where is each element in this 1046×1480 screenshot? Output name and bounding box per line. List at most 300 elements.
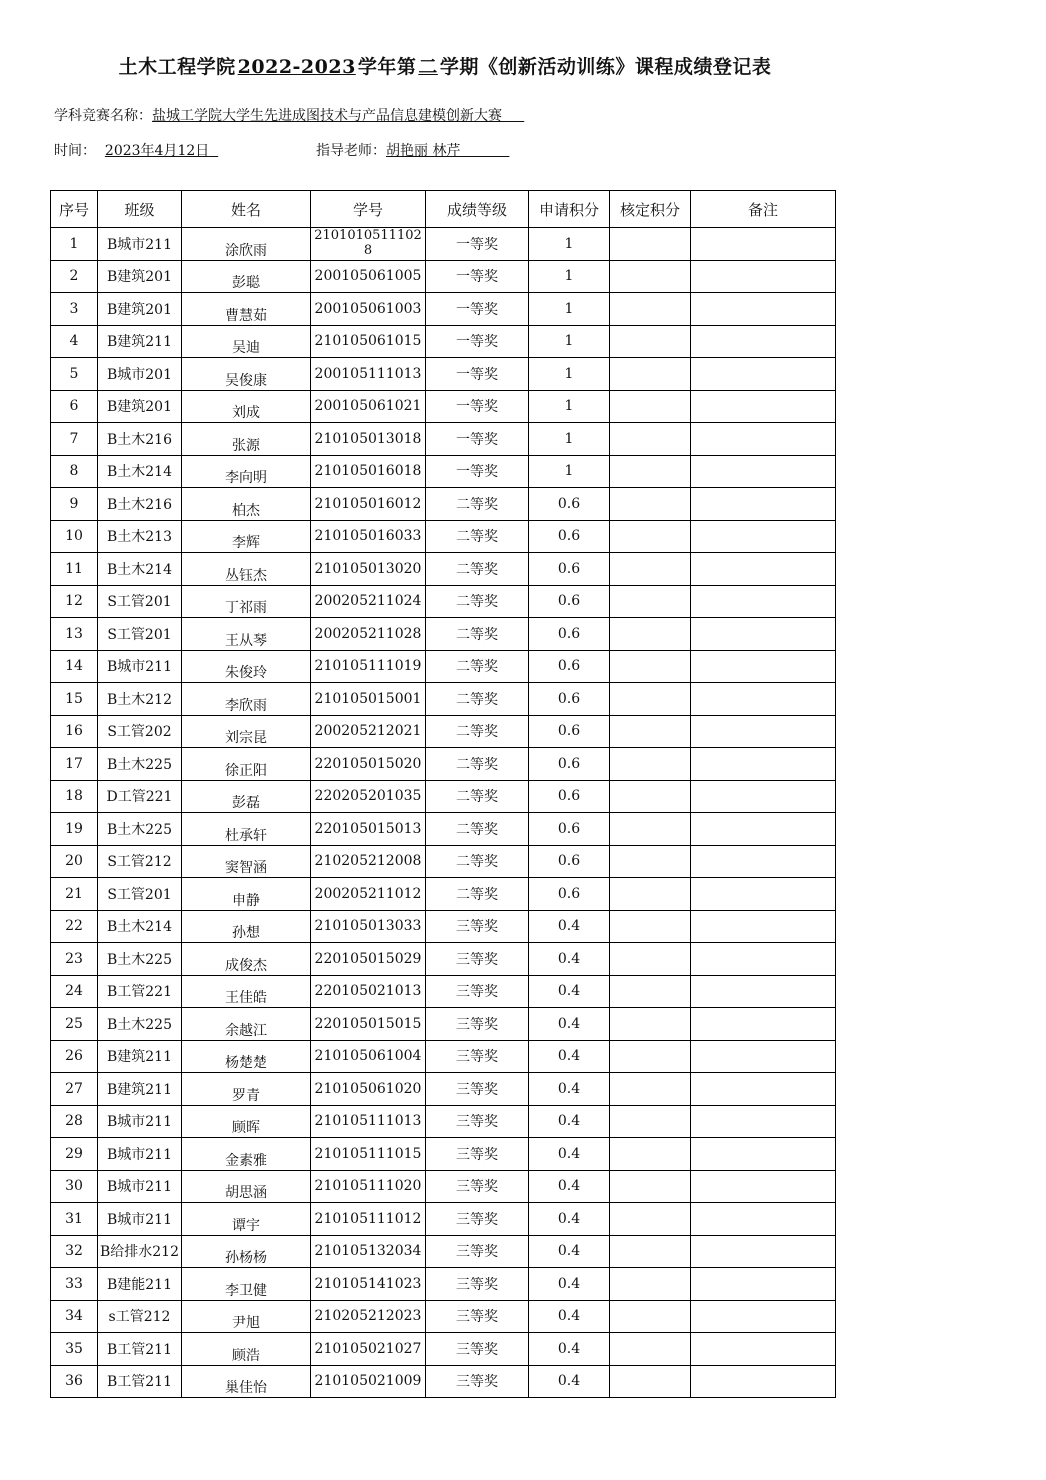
- row-number-cell: 16: [51, 715, 98, 748]
- table-row: [51, 1268, 836, 1301]
- grade-cell: 一等奖: [426, 228, 529, 261]
- row-number-cell: 35: [51, 1333, 98, 1366]
- note-cell: [691, 228, 836, 261]
- row-number-cell: 22: [51, 910, 98, 943]
- table-row: [51, 390, 836, 423]
- table-row: [51, 910, 836, 943]
- table-row: [51, 1235, 836, 1268]
- name-cell: 李欣雨: [182, 683, 311, 716]
- name-cell: 吴迪: [182, 325, 311, 358]
- row-number-cell: 15: [51, 683, 98, 716]
- grade-cell: 三等奖: [426, 1365, 529, 1398]
- student-id-cell: 220205201035: [311, 780, 426, 813]
- name-cell: 王佳皓: [182, 975, 311, 1008]
- grade-cell: 二等奖: [426, 813, 529, 846]
- note-cell: [691, 1138, 836, 1171]
- competition-line: [54, 105, 524, 125]
- grade-cell: 三等奖: [426, 1105, 529, 1138]
- name-cell: 顾晖: [182, 1105, 311, 1138]
- approved-points-cell: [610, 780, 691, 813]
- row-number-cell: 27: [51, 1073, 98, 1106]
- note-cell: [691, 1203, 836, 1236]
- class-cell: B土木213: [98, 520, 182, 553]
- row-number-cell: 33: [51, 1268, 98, 1301]
- student-id-cell: 210205212008: [311, 845, 426, 878]
- approved-points-cell: [610, 618, 691, 651]
- student-id-cell: 200205211024: [311, 585, 426, 618]
- row-number-cell: 2: [51, 260, 98, 293]
- student-id-cell: 210105132034: [311, 1235, 426, 1268]
- approved-points-cell: [610, 1105, 691, 1138]
- points-cell: 0.4: [529, 1300, 610, 1333]
- grade-cell: 一等奖: [426, 358, 529, 391]
- table-row: [51, 975, 836, 1008]
- approved-points-cell: [610, 520, 691, 553]
- term-suffix: 学期《创新活动训练》课程成绩登记表: [439, 56, 772, 78]
- note-cell: [691, 423, 836, 456]
- class-cell: S工管201: [98, 878, 182, 911]
- name-cell: 胡思涵: [182, 1170, 311, 1203]
- row-number-cell: 23: [51, 943, 98, 976]
- time-line: [54, 140, 218, 160]
- col-header-no: 序号: [51, 191, 98, 228]
- table-row: [51, 683, 836, 716]
- row-number-cell: 34: [51, 1300, 98, 1333]
- name-cell: 彭聪: [182, 260, 311, 293]
- student-id-cell: 210105111020: [311, 1170, 426, 1203]
- student-id-cell: 210105021027: [311, 1333, 426, 1366]
- class-cell: B城市211: [98, 1138, 182, 1171]
- points-cell: 0.4: [529, 1365, 610, 1398]
- points-cell: 0.4: [529, 1073, 610, 1106]
- note-cell: [691, 1333, 836, 1366]
- student-id-cell: 200105061021: [311, 390, 426, 423]
- table-row: [51, 1333, 836, 1366]
- points-cell: 1: [529, 455, 610, 488]
- approved-points-cell: [610, 1170, 691, 1203]
- approved-points-cell: [610, 878, 691, 911]
- student-id-cell: 210105016033: [311, 520, 426, 553]
- approved-points-cell: [610, 910, 691, 943]
- note-cell: [691, 683, 836, 716]
- note-cell: [691, 358, 836, 391]
- student-id-cell: 210105016012: [311, 488, 426, 521]
- grade-cell: 二等奖: [426, 553, 529, 586]
- points-cell: 0.6: [529, 618, 610, 651]
- note-cell: [691, 325, 836, 358]
- row-number-cell: 11: [51, 553, 98, 586]
- table-row: [51, 650, 836, 683]
- page-title: [0, 52, 890, 79]
- row-number-cell: 21: [51, 878, 98, 911]
- note-cell: [691, 650, 836, 683]
- competition-name: 盐城工学院大学生先进成图技术与产品信息建模创新大赛: [152, 108, 502, 124]
- grade-cell: 二等奖: [426, 618, 529, 651]
- col-header-approved: 核定积分: [610, 191, 691, 228]
- note-cell: [691, 618, 836, 651]
- name-cell: 巢佳怡: [182, 1365, 311, 1398]
- approved-points-cell: [610, 293, 691, 326]
- name-cell: 徐正阳: [182, 748, 311, 781]
- note-cell: [691, 943, 836, 976]
- row-number-cell: 24: [51, 975, 98, 1008]
- class-cell: B土木214: [98, 455, 182, 488]
- grade-cell: 三等奖: [426, 1170, 529, 1203]
- points-cell: 1: [529, 325, 610, 358]
- student-id-cell: 210105111012: [311, 1203, 426, 1236]
- class-cell: B土木216: [98, 423, 182, 456]
- points-cell: 0.6: [529, 780, 610, 813]
- row-number-cell: 12: [51, 585, 98, 618]
- grade-cell: 二等奖: [426, 748, 529, 781]
- name-cell: 丛钰杰: [182, 553, 311, 586]
- points-cell: 0.6: [529, 715, 610, 748]
- student-id-cell: 210105061015: [311, 325, 426, 358]
- points-cell: 0.4: [529, 1138, 610, 1171]
- class-cell: B城市211: [98, 650, 182, 683]
- grade-cell: 二等奖: [426, 845, 529, 878]
- note-cell: [691, 1268, 836, 1301]
- name-cell: 顾浩: [182, 1333, 311, 1366]
- approved-points-cell: [610, 748, 691, 781]
- student-id-cell: 210205212023: [311, 1300, 426, 1333]
- student-id-cell: 210105016018: [311, 455, 426, 488]
- note-cell: [691, 748, 836, 781]
- approved-points-cell: [610, 1235, 691, 1268]
- student-id-cell: 220105021013: [311, 975, 426, 1008]
- points-cell: 0.6: [529, 553, 610, 586]
- points-cell: 0.4: [529, 1040, 610, 1073]
- student-id-cell: 210105021009: [311, 1365, 426, 1398]
- student-id-cell: 210105061020: [311, 1073, 426, 1106]
- note-cell: [691, 910, 836, 943]
- points-cell: 0.4: [529, 1203, 610, 1236]
- row-number-cell: 7: [51, 423, 98, 456]
- class-cell: B土木214: [98, 910, 182, 943]
- class-cell: B建筑211: [98, 1073, 182, 1106]
- table-row: [51, 293, 836, 326]
- class-cell: B土木214: [98, 553, 182, 586]
- name-cell: 成俊杰: [182, 943, 311, 976]
- class-cell: B土木225: [98, 1008, 182, 1041]
- student-id-cell: 220105015013: [311, 813, 426, 846]
- class-cell: B城市201: [98, 358, 182, 391]
- class-cell: B城市211: [98, 1203, 182, 1236]
- grade-cell: 二等奖: [426, 878, 529, 911]
- points-cell: 0.4: [529, 910, 610, 943]
- row-number-cell: 19: [51, 813, 98, 846]
- grade-cell: 一等奖: [426, 455, 529, 488]
- table-row: [51, 813, 836, 846]
- col-header-points: 申请积分: [529, 191, 610, 228]
- note-cell: [691, 520, 836, 553]
- row-number-cell: 4: [51, 325, 98, 358]
- points-cell: 0.4: [529, 1170, 610, 1203]
- note-cell: [691, 1105, 836, 1138]
- table-row: [51, 553, 836, 586]
- row-number-cell: 28: [51, 1105, 98, 1138]
- class-cell: B给排水212: [98, 1235, 182, 1268]
- approved-points-cell: [610, 943, 691, 976]
- year-suffix: 学年第: [357, 56, 417, 78]
- points-cell: 1: [529, 358, 610, 391]
- grade-cell: 三等奖: [426, 910, 529, 943]
- grade-cell: 三等奖: [426, 1268, 529, 1301]
- row-number-cell: 9: [51, 488, 98, 521]
- class-cell: s工管212: [98, 1300, 182, 1333]
- row-number-cell: 6: [51, 390, 98, 423]
- col-header-note: 备注: [691, 191, 836, 228]
- grade-cell: 一等奖: [426, 423, 529, 456]
- table-row: [51, 748, 836, 781]
- time-label: 时间：: [54, 143, 96, 159]
- table-row: [51, 455, 836, 488]
- row-number-cell: 20: [51, 845, 98, 878]
- name-cell: 孙想: [182, 910, 311, 943]
- name-cell: 李辉: [182, 520, 311, 553]
- name-cell: 曹慧茹: [182, 293, 311, 326]
- teacher-line: [316, 140, 509, 160]
- grade-cell: 一等奖: [426, 390, 529, 423]
- class-cell: B建筑211: [98, 325, 182, 358]
- grade-cell: 一等奖: [426, 260, 529, 293]
- approved-points-cell: [610, 358, 691, 391]
- student-id-cell: 220105015020: [311, 748, 426, 781]
- points-cell: 0.6: [529, 845, 610, 878]
- grade-cell: 二等奖: [426, 780, 529, 813]
- name-cell: 柏杰: [182, 488, 311, 521]
- grade-cell: 二等奖: [426, 488, 529, 521]
- grade-cell: 三等奖: [426, 1073, 529, 1106]
- table-row: [51, 1138, 836, 1171]
- student-id-cell: 210105013018: [311, 423, 426, 456]
- points-cell: 0.6: [529, 520, 610, 553]
- class-cell: B土木212: [98, 683, 182, 716]
- table-row: [51, 358, 836, 391]
- class-cell: B工管221: [98, 975, 182, 1008]
- approved-points-cell: [610, 423, 691, 456]
- grade-cell: 三等奖: [426, 1333, 529, 1366]
- note-cell: [691, 1365, 836, 1398]
- note-cell: [691, 715, 836, 748]
- points-cell: 0.6: [529, 813, 610, 846]
- student-id-cell: 210105111013: [311, 1105, 426, 1138]
- table-row: [51, 1073, 836, 1106]
- approved-points-cell: [610, 813, 691, 846]
- grade-cell: 三等奖: [426, 1138, 529, 1171]
- points-cell: 0.4: [529, 975, 610, 1008]
- approved-points-cell: [610, 1268, 691, 1301]
- table-header-row: [51, 191, 836, 228]
- grade-cell: 三等奖: [426, 1235, 529, 1268]
- points-cell: 1: [529, 390, 610, 423]
- points-cell: 0.6: [529, 748, 610, 781]
- note-cell: [691, 293, 836, 326]
- term-number: 二: [418, 56, 438, 78]
- student-id-cell: 200105111013: [311, 358, 426, 391]
- note-cell: [691, 260, 836, 293]
- approved-points-cell: [610, 683, 691, 716]
- points-cell: 0.6: [529, 650, 610, 683]
- table-body: [51, 228, 836, 1398]
- approved-points-cell: [610, 390, 691, 423]
- points-cell: 0.4: [529, 1333, 610, 1366]
- points-cell: 1: [529, 293, 610, 326]
- table-row: [51, 1040, 836, 1073]
- table-row: [51, 878, 836, 911]
- class-cell: S工管201: [98, 585, 182, 618]
- row-number-cell: 18: [51, 780, 98, 813]
- student-id-cell: 200105061003: [311, 293, 426, 326]
- grade-cell: 一等奖: [426, 293, 529, 326]
- row-number-cell: 32: [51, 1235, 98, 1268]
- note-cell: [691, 975, 836, 1008]
- table-row: [51, 1300, 836, 1333]
- note-cell: [691, 813, 836, 846]
- note-cell: [691, 845, 836, 878]
- table-row: [51, 228, 836, 261]
- approved-points-cell: [610, 455, 691, 488]
- points-cell: 1: [529, 228, 610, 261]
- note-cell: [691, 878, 836, 911]
- grade-cell: 三等奖: [426, 943, 529, 976]
- class-cell: S工管202: [98, 715, 182, 748]
- name-cell: 刘成: [182, 390, 311, 423]
- competition-label: 学科竞赛名称：: [54, 108, 152, 124]
- row-number-cell: 26: [51, 1040, 98, 1073]
- approved-points-cell: [610, 1138, 691, 1171]
- approved-points-cell: [610, 1040, 691, 1073]
- class-cell: B建能211: [98, 1268, 182, 1301]
- grade-cell: 三等奖: [426, 1203, 529, 1236]
- name-cell: 余越江: [182, 1008, 311, 1041]
- row-number-cell: 13: [51, 618, 98, 651]
- row-number-cell: 14: [51, 650, 98, 683]
- table-row: [51, 423, 836, 456]
- class-cell: B建筑201: [98, 293, 182, 326]
- name-cell: 杨楚楚: [182, 1040, 311, 1073]
- approved-points-cell: [610, 1300, 691, 1333]
- points-cell: 0.4: [529, 1268, 610, 1301]
- student-id-cell: 210105013033: [311, 910, 426, 943]
- name-cell: 金素雅: [182, 1138, 311, 1171]
- class-cell: B工管211: [98, 1333, 182, 1366]
- row-number-cell: 25: [51, 1008, 98, 1041]
- approved-points-cell: [610, 1203, 691, 1236]
- name-cell: 李卫健: [182, 1268, 311, 1301]
- points-cell: 0.6: [529, 488, 610, 521]
- student-id-cell: 210105013020: [311, 553, 426, 586]
- grade-table: [50, 190, 836, 1398]
- table-row: [51, 780, 836, 813]
- class-cell: B城市211: [98, 1105, 182, 1138]
- table-row: [51, 845, 836, 878]
- table-row: [51, 325, 836, 358]
- points-cell: 0.6: [529, 878, 610, 911]
- approved-points-cell: [610, 715, 691, 748]
- grade-cell: 二等奖: [426, 585, 529, 618]
- name-cell: 窦智涵: [182, 845, 311, 878]
- col-header-name: 姓名: [182, 191, 311, 228]
- approved-points-cell: [610, 1073, 691, 1106]
- table-row: [51, 488, 836, 521]
- points-cell: 0.4: [529, 1105, 610, 1138]
- grade-cell: 二等奖: [426, 683, 529, 716]
- approved-points-cell: [610, 650, 691, 683]
- student-id-cell: 210105061004: [311, 1040, 426, 1073]
- class-cell: B土木216: [98, 488, 182, 521]
- points-cell: 0.6: [529, 683, 610, 716]
- grade-cell: 三等奖: [426, 975, 529, 1008]
- name-cell: 李向明: [182, 455, 311, 488]
- student-id-cell: 220105015015: [311, 1008, 426, 1041]
- row-number-cell: 31: [51, 1203, 98, 1236]
- teacher-value: 胡艳丽 林芹: [386, 143, 461, 159]
- name-cell: 杜承轩: [182, 813, 311, 846]
- college-name: 土木工程学院: [118, 56, 236, 78]
- points-cell: 1: [529, 423, 610, 456]
- name-cell: 彭磊: [182, 780, 311, 813]
- student-id-cell: 21010105111028: [311, 228, 426, 261]
- academic-year: 2022-2023: [237, 56, 356, 78]
- row-number-cell: 3: [51, 293, 98, 326]
- class-cell: B建筑201: [98, 390, 182, 423]
- grade-cell: 二等奖: [426, 715, 529, 748]
- approved-points-cell: [610, 1365, 691, 1398]
- note-cell: [691, 455, 836, 488]
- class-cell: B土木225: [98, 943, 182, 976]
- class-cell: B城市211: [98, 228, 182, 261]
- table-row: [51, 618, 836, 651]
- points-cell: 0.6: [529, 585, 610, 618]
- table-row: [51, 585, 836, 618]
- student-id-cell: 210105015001: [311, 683, 426, 716]
- grade-cell: 二等奖: [426, 520, 529, 553]
- class-cell: B工管211: [98, 1365, 182, 1398]
- row-number-cell: 29: [51, 1138, 98, 1171]
- points-cell: 0.4: [529, 1235, 610, 1268]
- name-cell: 丁祁雨: [182, 585, 311, 618]
- table-row: [51, 1008, 836, 1041]
- approved-points-cell: [610, 228, 691, 261]
- row-number-cell: 5: [51, 358, 98, 391]
- row-number-cell: 10: [51, 520, 98, 553]
- note-cell: [691, 585, 836, 618]
- name-cell: 涂欣雨: [182, 228, 311, 261]
- col-header-grade: 成绩等级: [426, 191, 529, 228]
- name-cell: 尹旭: [182, 1300, 311, 1333]
- name-cell: 王从琴: [182, 618, 311, 651]
- name-cell: 吴俊康: [182, 358, 311, 391]
- note-cell: [691, 1235, 836, 1268]
- table-row: [51, 520, 836, 553]
- student-id-cell: 200205211012: [311, 878, 426, 911]
- row-number-cell: 30: [51, 1170, 98, 1203]
- student-id-cell: 210105111019: [311, 650, 426, 683]
- approved-points-cell: [610, 1008, 691, 1041]
- table-row: [51, 1105, 836, 1138]
- points-cell: 1: [529, 260, 610, 293]
- class-cell: B城市211: [98, 1170, 182, 1203]
- class-cell: B建筑201: [98, 260, 182, 293]
- student-id-cell: 200105061005: [311, 260, 426, 293]
- approved-points-cell: [610, 845, 691, 878]
- points-cell: 0.4: [529, 943, 610, 976]
- note-cell: [691, 390, 836, 423]
- name-cell: 张源: [182, 423, 311, 456]
- student-id-cell: 200205211028: [311, 618, 426, 651]
- approved-points-cell: [610, 1333, 691, 1366]
